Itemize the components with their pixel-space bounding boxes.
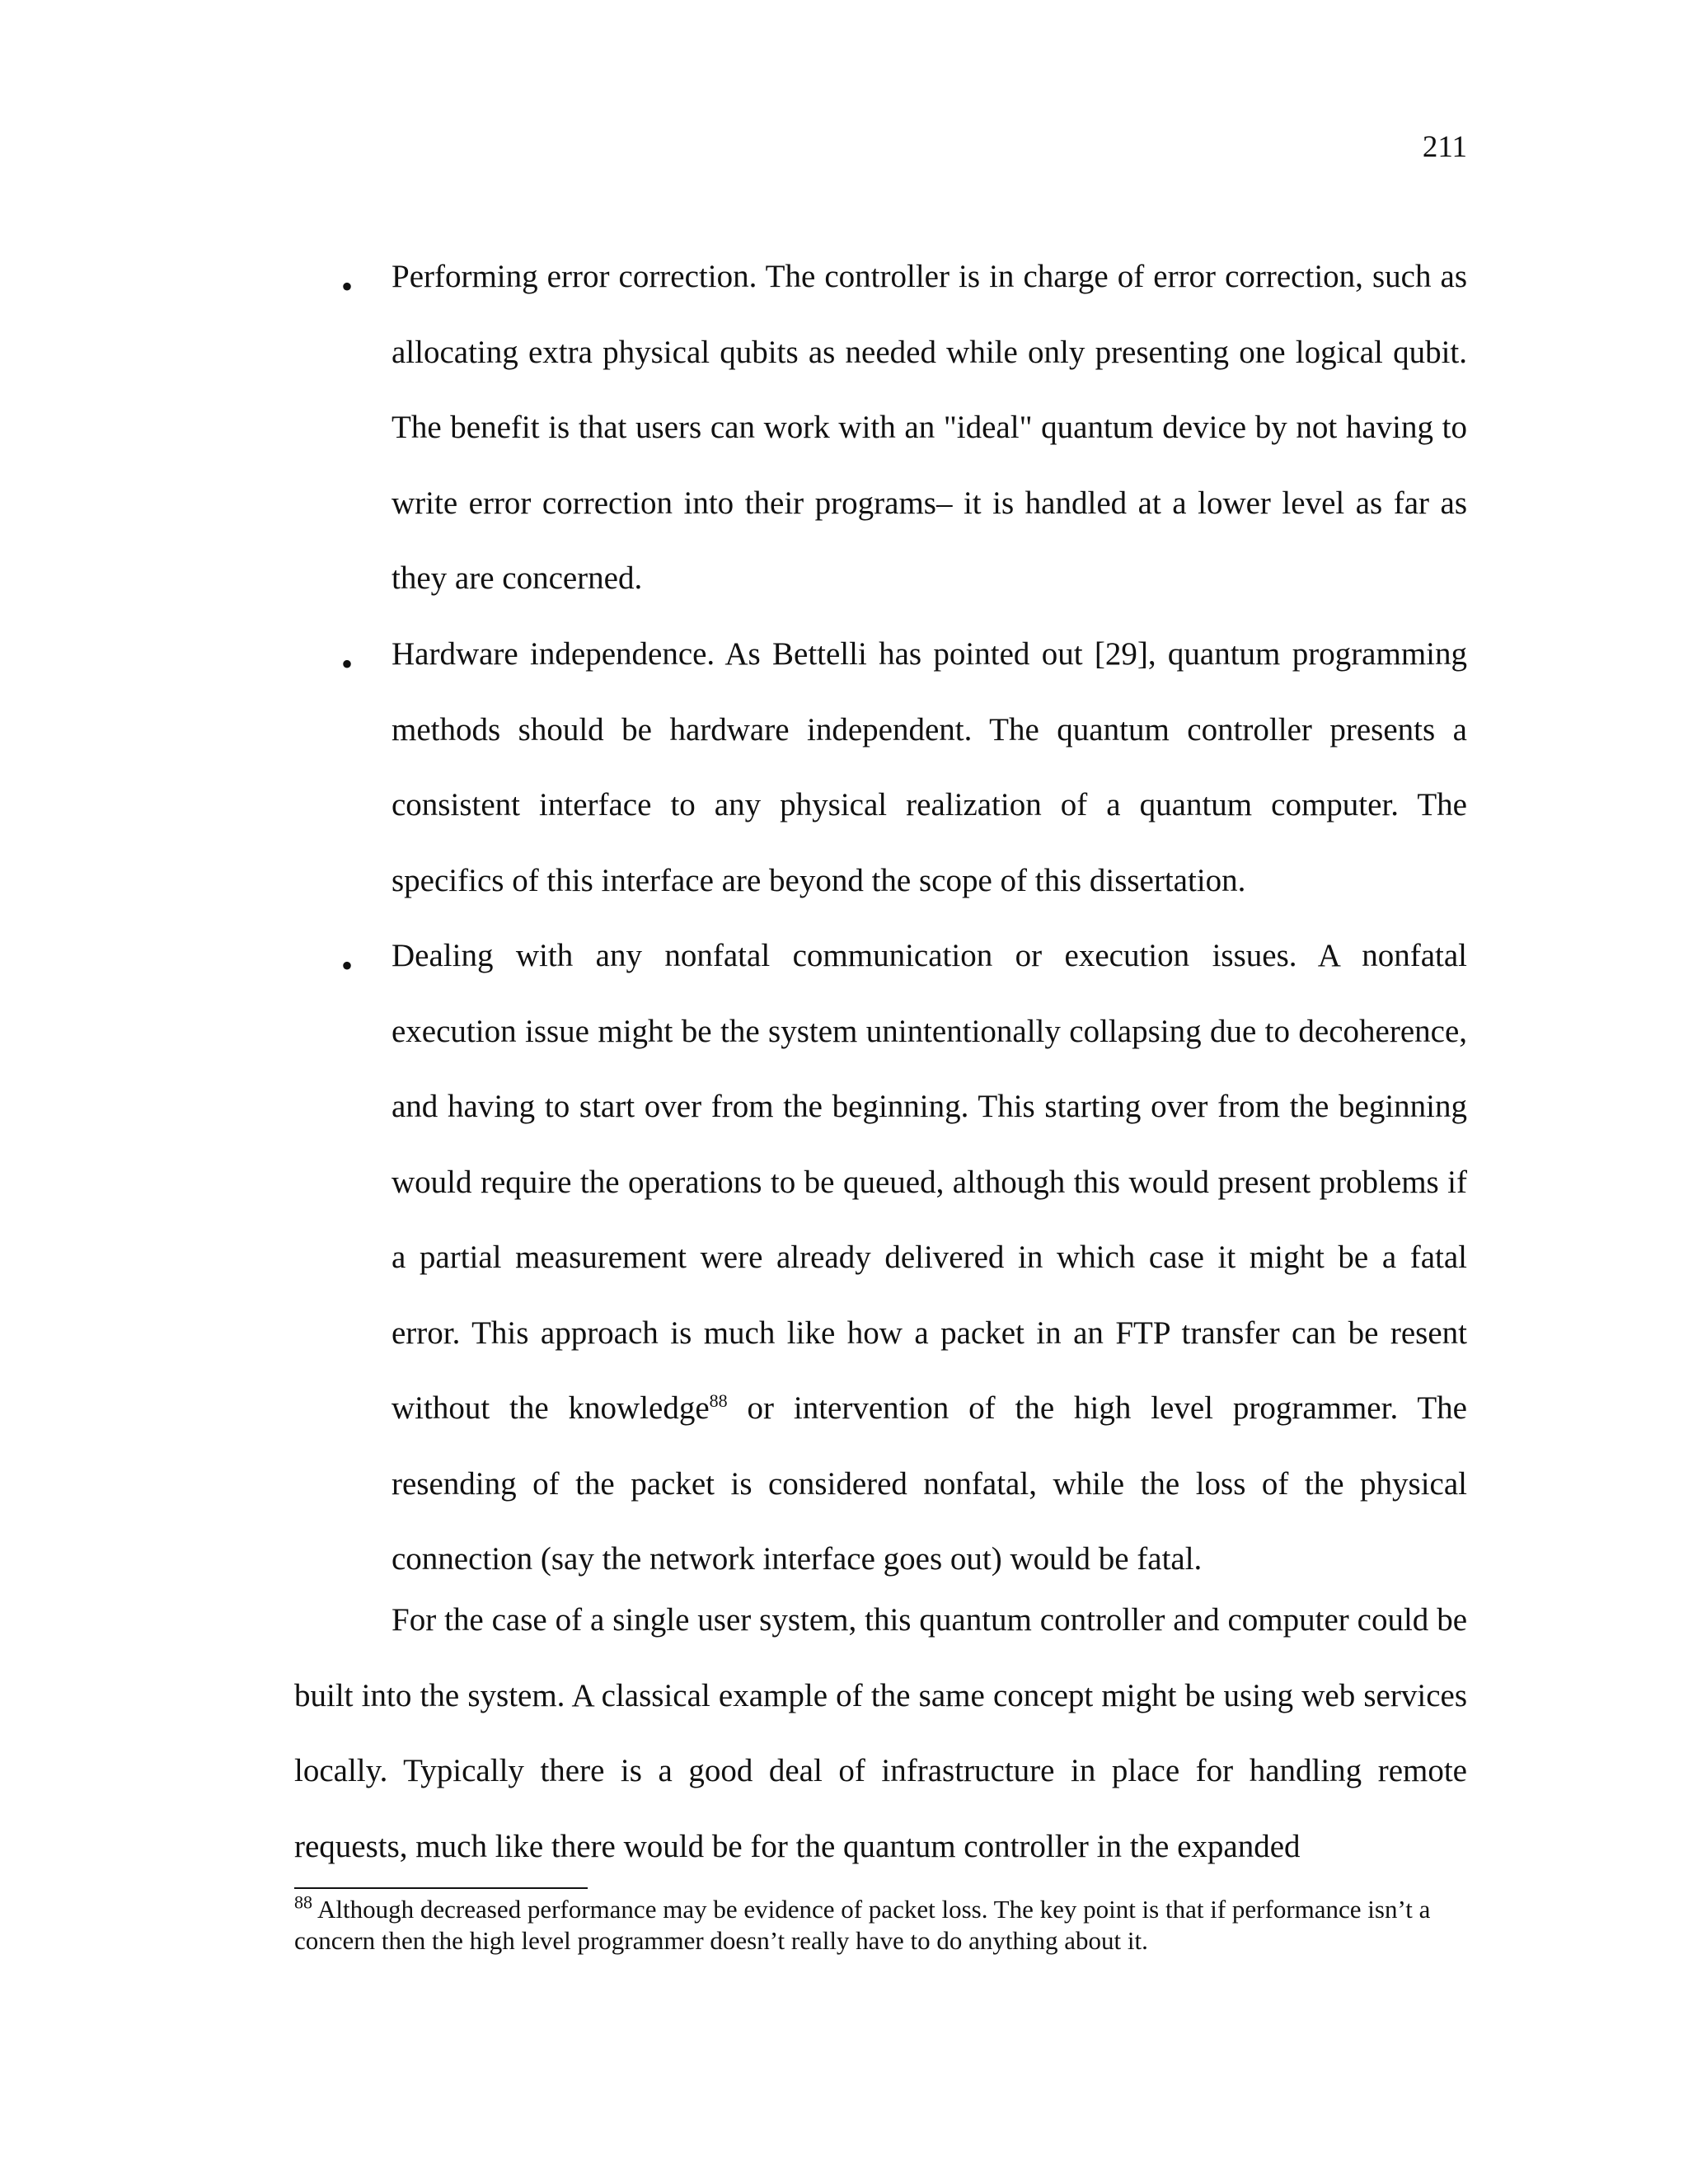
bullet-item-nonfatal-issues xyxy=(341,918,1467,1597)
bullet-marker: • xyxy=(341,268,354,305)
footnote-text: Although decreased performance may be evidence of packet loss. The key point is that if performance isn’t a concern then the high level programmer doesn’t really have to do anything about it. xyxy=(294,1895,1431,1955)
bullet-item-error-correction xyxy=(341,239,1467,616)
bullet-text-before-ref: Dealing with any nonfatal communication or execution issues. A nonfatal execution issue might be the system unintentionally collapsing due to decoherence, and having to start over from the beginning. This starting over from the beginning would require the operations to be queued, although this would present problems if a partial measurement were already delivered in which case it might be a fatal error. This approach is much like how a packet in an FTP transfer can be resent without the knowledge xyxy=(392,938,1467,1426)
bullet-text xyxy=(392,918,1467,1597)
footnote-separator xyxy=(294,1887,588,1889)
bullet-item-hardware-independence xyxy=(341,616,1467,918)
body-paragraph: For the case of a single user system, this quantum controller and computer could be built into the system. A classical example of the same concept might be using web services locally. Typically there is a good deal of infrastructure in place for handling remote requests, much like there would be for the quantum controller in the expanded xyxy=(294,1602,1467,1864)
bullet-text: Hardware independence. As Bettelli has pointed out [29], quantum programming methods should be hardware independent. The quantum controller presents a consistent interface to any physical realization of a quantum computer. The specifics of this interface are beyond the scope of this dissertation. xyxy=(392,636,1467,898)
footnote-reference-88[interactable]: 88 xyxy=(709,1390,728,1411)
footnote-88 xyxy=(294,1891,1448,1957)
bullet-text-after-ref: or intervention of the high level programmer. The resending of the packet is considered nonfatal, while the loss of the physical connection (say the network interface goes out) would be fatal. xyxy=(392,1390,1467,1577)
footnote-number: 88 xyxy=(294,1891,312,1913)
bullet-text: Performing error correction. The controller is in charge of error correction, such as allocating extra physical qubits as needed while only presenting one logical qubit. The benefit is that users can work with an "ideal" quantum device by not having to write error correction into their programs– it is handled at a lower level as far as they are concerned. xyxy=(392,259,1467,596)
page-number: 211 xyxy=(1422,130,1467,164)
bullet-marker: • xyxy=(341,645,354,682)
bullet-marker: • xyxy=(341,947,354,984)
